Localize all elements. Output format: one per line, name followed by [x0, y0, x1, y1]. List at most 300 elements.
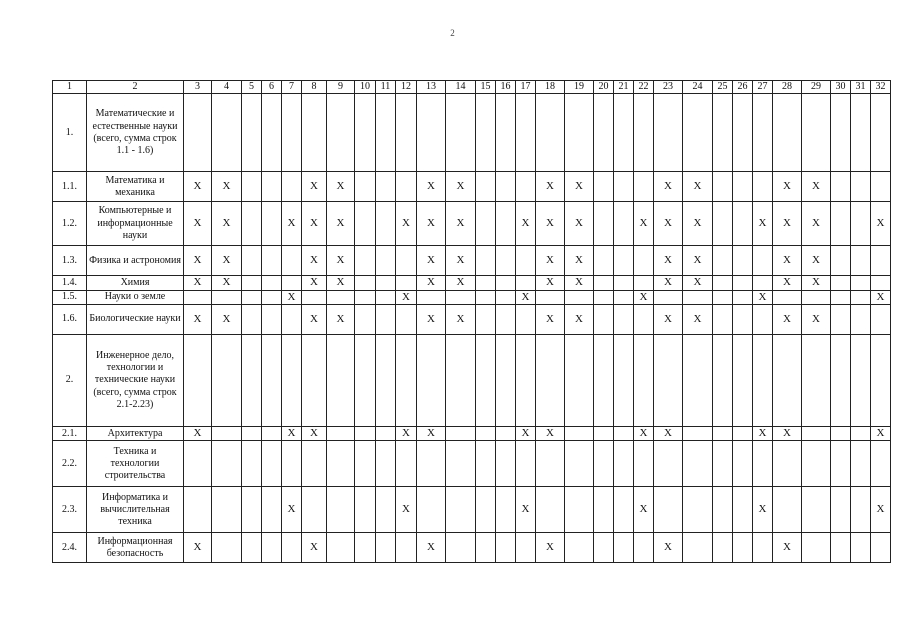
mark-cell: X: [634, 427, 654, 441]
empty-cell: [831, 305, 851, 335]
empty-cell: [614, 427, 634, 441]
header-cell: 21: [614, 81, 634, 94]
mark-cell: X: [683, 246, 713, 276]
row-name: Биологические науки: [87, 305, 184, 335]
empty-cell: [184, 94, 212, 172]
header-cell: 11: [376, 81, 396, 94]
empty-cell: [417, 335, 446, 427]
empty-cell: [376, 202, 396, 246]
mark-cell: X: [683, 172, 713, 202]
mark-cell: X: [417, 202, 446, 246]
empty-cell: [594, 276, 614, 290]
empty-cell: [614, 487, 634, 533]
mark-cell: X: [802, 172, 831, 202]
header-cell: 9: [327, 81, 355, 94]
row-name: Науки о земле: [87, 290, 184, 304]
empty-cell: [516, 276, 536, 290]
mark-cell: X: [634, 290, 654, 304]
mark-cell: X: [446, 305, 476, 335]
empty-cell: [476, 172, 496, 202]
header-cell: 7: [282, 81, 302, 94]
mark-cell: X: [282, 427, 302, 441]
empty-cell: [184, 290, 212, 304]
empty-cell: [212, 94, 242, 172]
empty-cell: [355, 533, 376, 563]
empty-cell: [851, 487, 871, 533]
empty-cell: [831, 487, 851, 533]
empty-cell: [831, 533, 851, 563]
empty-cell: [634, 441, 654, 487]
empty-cell: [262, 276, 282, 290]
empty-cell: [871, 172, 891, 202]
empty-cell: [802, 290, 831, 304]
empty-cell: [871, 246, 891, 276]
mark-cell: X: [536, 172, 565, 202]
empty-cell: [733, 246, 753, 276]
empty-cell: [773, 487, 802, 533]
empty-cell: [713, 94, 733, 172]
empty-cell: [802, 441, 831, 487]
empty-cell: [713, 276, 733, 290]
empty-cell: [753, 276, 773, 290]
empty-cell: [614, 290, 634, 304]
empty-cell: [376, 246, 396, 276]
empty-cell: [184, 441, 212, 487]
header-cell: 25: [713, 81, 733, 94]
empty-cell: [242, 487, 262, 533]
empty-cell: [496, 427, 516, 441]
row-name: Информатика и вычислительная техника: [87, 487, 184, 533]
row-number: 1.6.: [53, 305, 87, 335]
empty-cell: [565, 533, 594, 563]
row-name: Информационная безопасность: [87, 533, 184, 563]
mark-cell: X: [871, 487, 891, 533]
empty-cell: [476, 290, 496, 304]
empty-cell: [262, 533, 282, 563]
mark-cell: X: [802, 202, 831, 246]
empty-cell: [614, 533, 634, 563]
empty-cell: [753, 172, 773, 202]
mark-cell: X: [184, 202, 212, 246]
mark-cell: X: [417, 305, 446, 335]
mark-cell: X: [417, 276, 446, 290]
empty-cell: [594, 305, 614, 335]
empty-cell: [713, 427, 733, 441]
mark-cell: X: [802, 246, 831, 276]
row-name: Химия: [87, 276, 184, 290]
mark-cell: X: [683, 276, 713, 290]
empty-cell: [753, 94, 773, 172]
empty-cell: [713, 335, 733, 427]
mark-cell: X: [184, 172, 212, 202]
empty-cell: [516, 335, 536, 427]
table-row: [53, 172, 891, 202]
empty-cell: [355, 335, 376, 427]
mark-cell: X: [565, 276, 594, 290]
empty-cell: [262, 94, 282, 172]
empty-cell: [753, 305, 773, 335]
empty-cell: [713, 172, 733, 202]
empty-cell: [376, 441, 396, 487]
mark-cell: X: [327, 246, 355, 276]
empty-cell: [355, 290, 376, 304]
empty-cell: [634, 246, 654, 276]
empty-cell: [355, 94, 376, 172]
empty-cell: [565, 427, 594, 441]
mark-cell: X: [634, 487, 654, 533]
table-row: [53, 427, 891, 441]
empty-cell: [446, 533, 476, 563]
header-row: [53, 81, 891, 94]
empty-cell: [476, 335, 496, 427]
empty-cell: [476, 441, 496, 487]
empty-cell: [654, 335, 683, 427]
empty-cell: [242, 533, 262, 563]
row-number: 1.1.: [53, 172, 87, 202]
empty-cell: [476, 276, 496, 290]
header-cell: 1: [53, 81, 87, 94]
mark-cell: X: [327, 276, 355, 290]
empty-cell: [262, 487, 282, 533]
mark-cell: X: [184, 427, 212, 441]
mark-cell: X: [802, 276, 831, 290]
empty-cell: [496, 305, 516, 335]
empty-cell: [851, 246, 871, 276]
table-row: [53, 290, 891, 304]
empty-cell: [565, 487, 594, 533]
empty-cell: [851, 305, 871, 335]
empty-cell: [634, 305, 654, 335]
empty-cell: [496, 290, 516, 304]
empty-cell: [282, 335, 302, 427]
empty-cell: [536, 335, 565, 427]
table-row: [53, 276, 891, 290]
empty-cell: [536, 290, 565, 304]
mark-cell: X: [536, 305, 565, 335]
mark-cell: X: [536, 276, 565, 290]
mark-cell: X: [446, 172, 476, 202]
empty-cell: [476, 427, 496, 441]
empty-cell: [476, 246, 496, 276]
empty-cell: [851, 335, 871, 427]
table-row: [53, 441, 891, 487]
mark-cell: X: [773, 246, 802, 276]
empty-cell: [831, 335, 851, 427]
empty-cell: [802, 94, 831, 172]
mark-cell: X: [302, 276, 327, 290]
header-cell: 12: [396, 81, 417, 94]
mark-cell: X: [683, 305, 713, 335]
mark-cell: X: [871, 427, 891, 441]
header-cell: 3: [184, 81, 212, 94]
empty-cell: [594, 427, 614, 441]
mark-cell: X: [773, 202, 802, 246]
row-number: 1.3.: [53, 246, 87, 276]
empty-cell: [476, 305, 496, 335]
header-cell: 2: [87, 81, 184, 94]
empty-cell: [831, 276, 851, 290]
mark-cell: X: [516, 202, 536, 246]
empty-cell: [327, 290, 355, 304]
empty-cell: [594, 335, 614, 427]
row-number: 1.2.: [53, 202, 87, 246]
mark-cell: X: [773, 427, 802, 441]
empty-cell: [753, 246, 773, 276]
empty-cell: [565, 290, 594, 304]
empty-cell: [262, 441, 282, 487]
empty-cell: [733, 305, 753, 335]
empty-cell: [496, 487, 516, 533]
empty-cell: [733, 276, 753, 290]
empty-cell: [634, 335, 654, 427]
empty-cell: [446, 335, 476, 427]
empty-cell: [634, 533, 654, 563]
empty-cell: [851, 202, 871, 246]
empty-cell: [327, 441, 355, 487]
empty-cell: [396, 335, 417, 427]
empty-cell: [871, 533, 891, 563]
mark-cell: X: [753, 427, 773, 441]
empty-cell: [282, 172, 302, 202]
empty-cell: [851, 533, 871, 563]
header-cell: 13: [417, 81, 446, 94]
empty-cell: [355, 441, 376, 487]
header-cell: 26: [733, 81, 753, 94]
empty-cell: [594, 487, 614, 533]
empty-cell: [614, 276, 634, 290]
empty-cell: [496, 246, 516, 276]
empty-cell: [396, 276, 417, 290]
empty-cell: [446, 290, 476, 304]
empty-cell: [184, 335, 212, 427]
empty-cell: [355, 276, 376, 290]
empty-cell: [446, 487, 476, 533]
empty-cell: [262, 172, 282, 202]
header-cell: 6: [262, 81, 282, 94]
mark-cell: X: [302, 427, 327, 441]
empty-cell: [496, 533, 516, 563]
mark-cell: X: [417, 246, 446, 276]
empty-cell: [851, 290, 871, 304]
empty-cell: [496, 276, 516, 290]
empty-cell: [446, 441, 476, 487]
mark-cell: X: [212, 172, 242, 202]
empty-cell: [594, 290, 614, 304]
mark-cell: X: [565, 202, 594, 246]
empty-cell: [242, 427, 262, 441]
mark-cell: X: [871, 202, 891, 246]
header-cell: 10: [355, 81, 376, 94]
empty-cell: [302, 290, 327, 304]
empty-cell: [376, 335, 396, 427]
empty-cell: [476, 533, 496, 563]
empty-cell: [496, 172, 516, 202]
mark-cell: X: [282, 487, 302, 533]
empty-cell: [396, 172, 417, 202]
mark-cell: X: [184, 246, 212, 276]
mark-cell: X: [773, 276, 802, 290]
empty-cell: [476, 487, 496, 533]
empty-cell: [417, 487, 446, 533]
mark-cell: X: [753, 202, 773, 246]
empty-cell: [536, 487, 565, 533]
empty-cell: [683, 487, 713, 533]
empty-cell: [683, 94, 713, 172]
header-cell: 28: [773, 81, 802, 94]
mark-cell: X: [212, 246, 242, 276]
empty-cell: [654, 441, 683, 487]
mark-cell: X: [536, 427, 565, 441]
row-number: 2.: [53, 335, 87, 427]
empty-cell: [733, 94, 753, 172]
mark-cell: X: [683, 202, 713, 246]
row-number: 1.: [53, 94, 87, 172]
mark-cell: X: [654, 246, 683, 276]
mark-cell: X: [753, 487, 773, 533]
empty-cell: [282, 305, 302, 335]
mark-cell: X: [654, 202, 683, 246]
header-cell: 31: [851, 81, 871, 94]
mark-cell: X: [634, 202, 654, 246]
empty-cell: [614, 335, 634, 427]
empty-cell: [212, 533, 242, 563]
empty-cell: [396, 246, 417, 276]
empty-cell: [184, 487, 212, 533]
mark-cell: X: [184, 276, 212, 290]
empty-cell: [282, 533, 302, 563]
empty-cell: [327, 427, 355, 441]
mark-cell: X: [212, 276, 242, 290]
empty-cell: [262, 246, 282, 276]
empty-cell: [212, 441, 242, 487]
empty-cell: [733, 427, 753, 441]
mark-cell: X: [327, 305, 355, 335]
empty-cell: [327, 487, 355, 533]
empty-cell: [733, 172, 753, 202]
empty-cell: [851, 276, 871, 290]
mark-cell: X: [446, 276, 476, 290]
empty-cell: [565, 441, 594, 487]
table-row: [53, 246, 891, 276]
header-cell: 23: [654, 81, 683, 94]
empty-cell: [282, 441, 302, 487]
empty-cell: [446, 94, 476, 172]
row-number: 1.5.: [53, 290, 87, 304]
mark-cell: X: [773, 533, 802, 563]
mark-cell: X: [446, 202, 476, 246]
empty-cell: [302, 441, 327, 487]
header-cell: 14: [446, 81, 476, 94]
header-cell: 32: [871, 81, 891, 94]
header-cell: 30: [831, 81, 851, 94]
mark-cell: X: [753, 290, 773, 304]
table-row: [53, 533, 891, 563]
empty-cell: [831, 202, 851, 246]
empty-cell: [516, 533, 536, 563]
empty-cell: [753, 441, 773, 487]
mark-cell: X: [536, 246, 565, 276]
table-row: [53, 305, 891, 335]
empty-cell: [496, 441, 516, 487]
empty-cell: [376, 94, 396, 172]
empty-cell: [614, 172, 634, 202]
empty-cell: [327, 533, 355, 563]
empty-cell: [713, 305, 733, 335]
mark-cell: X: [565, 246, 594, 276]
row-number: 2.2.: [53, 441, 87, 487]
empty-cell: [242, 305, 262, 335]
empty-cell: [683, 533, 713, 563]
mark-cell: X: [417, 427, 446, 441]
empty-cell: [376, 290, 396, 304]
row-name: Компьютерные и информационные науки: [87, 202, 184, 246]
empty-cell: [242, 276, 262, 290]
mark-cell: X: [516, 487, 536, 533]
table-row: [53, 335, 891, 427]
empty-cell: [376, 305, 396, 335]
mark-cell: X: [654, 305, 683, 335]
empty-cell: [516, 305, 536, 335]
mark-cell: X: [516, 427, 536, 441]
empty-cell: [376, 533, 396, 563]
header-cell: 29: [802, 81, 831, 94]
mark-cell: X: [396, 202, 417, 246]
empty-cell: [212, 290, 242, 304]
empty-cell: [496, 94, 516, 172]
mark-cell: X: [302, 202, 327, 246]
empty-cell: [262, 202, 282, 246]
empty-cell: [831, 172, 851, 202]
empty-cell: [594, 172, 614, 202]
empty-cell: [376, 427, 396, 441]
empty-cell: [282, 246, 302, 276]
empty-cell: [713, 246, 733, 276]
mark-cell: X: [802, 305, 831, 335]
empty-cell: [262, 305, 282, 335]
header-cell: 18: [536, 81, 565, 94]
empty-cell: [355, 487, 376, 533]
empty-cell: [242, 441, 262, 487]
empty-cell: [733, 533, 753, 563]
row-name: Архитектура: [87, 427, 184, 441]
empty-cell: [871, 305, 891, 335]
empty-cell: [802, 533, 831, 563]
empty-cell: [302, 335, 327, 427]
mark-cell: X: [302, 172, 327, 202]
row-number: 1.4.: [53, 276, 87, 290]
mark-cell: X: [565, 305, 594, 335]
empty-cell: [654, 487, 683, 533]
empty-cell: [802, 427, 831, 441]
header-cell: 27: [753, 81, 773, 94]
empty-cell: [417, 290, 446, 304]
empty-cell: [536, 94, 565, 172]
empty-cell: [396, 441, 417, 487]
table-row: [53, 94, 891, 172]
row-number: 2.4.: [53, 533, 87, 563]
mark-cell: X: [282, 290, 302, 304]
empty-cell: [871, 276, 891, 290]
empty-cell: [516, 172, 536, 202]
empty-cell: [733, 202, 753, 246]
empty-cell: [713, 202, 733, 246]
empty-cell: [594, 441, 614, 487]
empty-cell: [614, 305, 634, 335]
header-cell: 24: [683, 81, 713, 94]
empty-cell: [683, 441, 713, 487]
row-name: Физика и астрономия: [87, 246, 184, 276]
row-number: 2.3.: [53, 487, 87, 533]
